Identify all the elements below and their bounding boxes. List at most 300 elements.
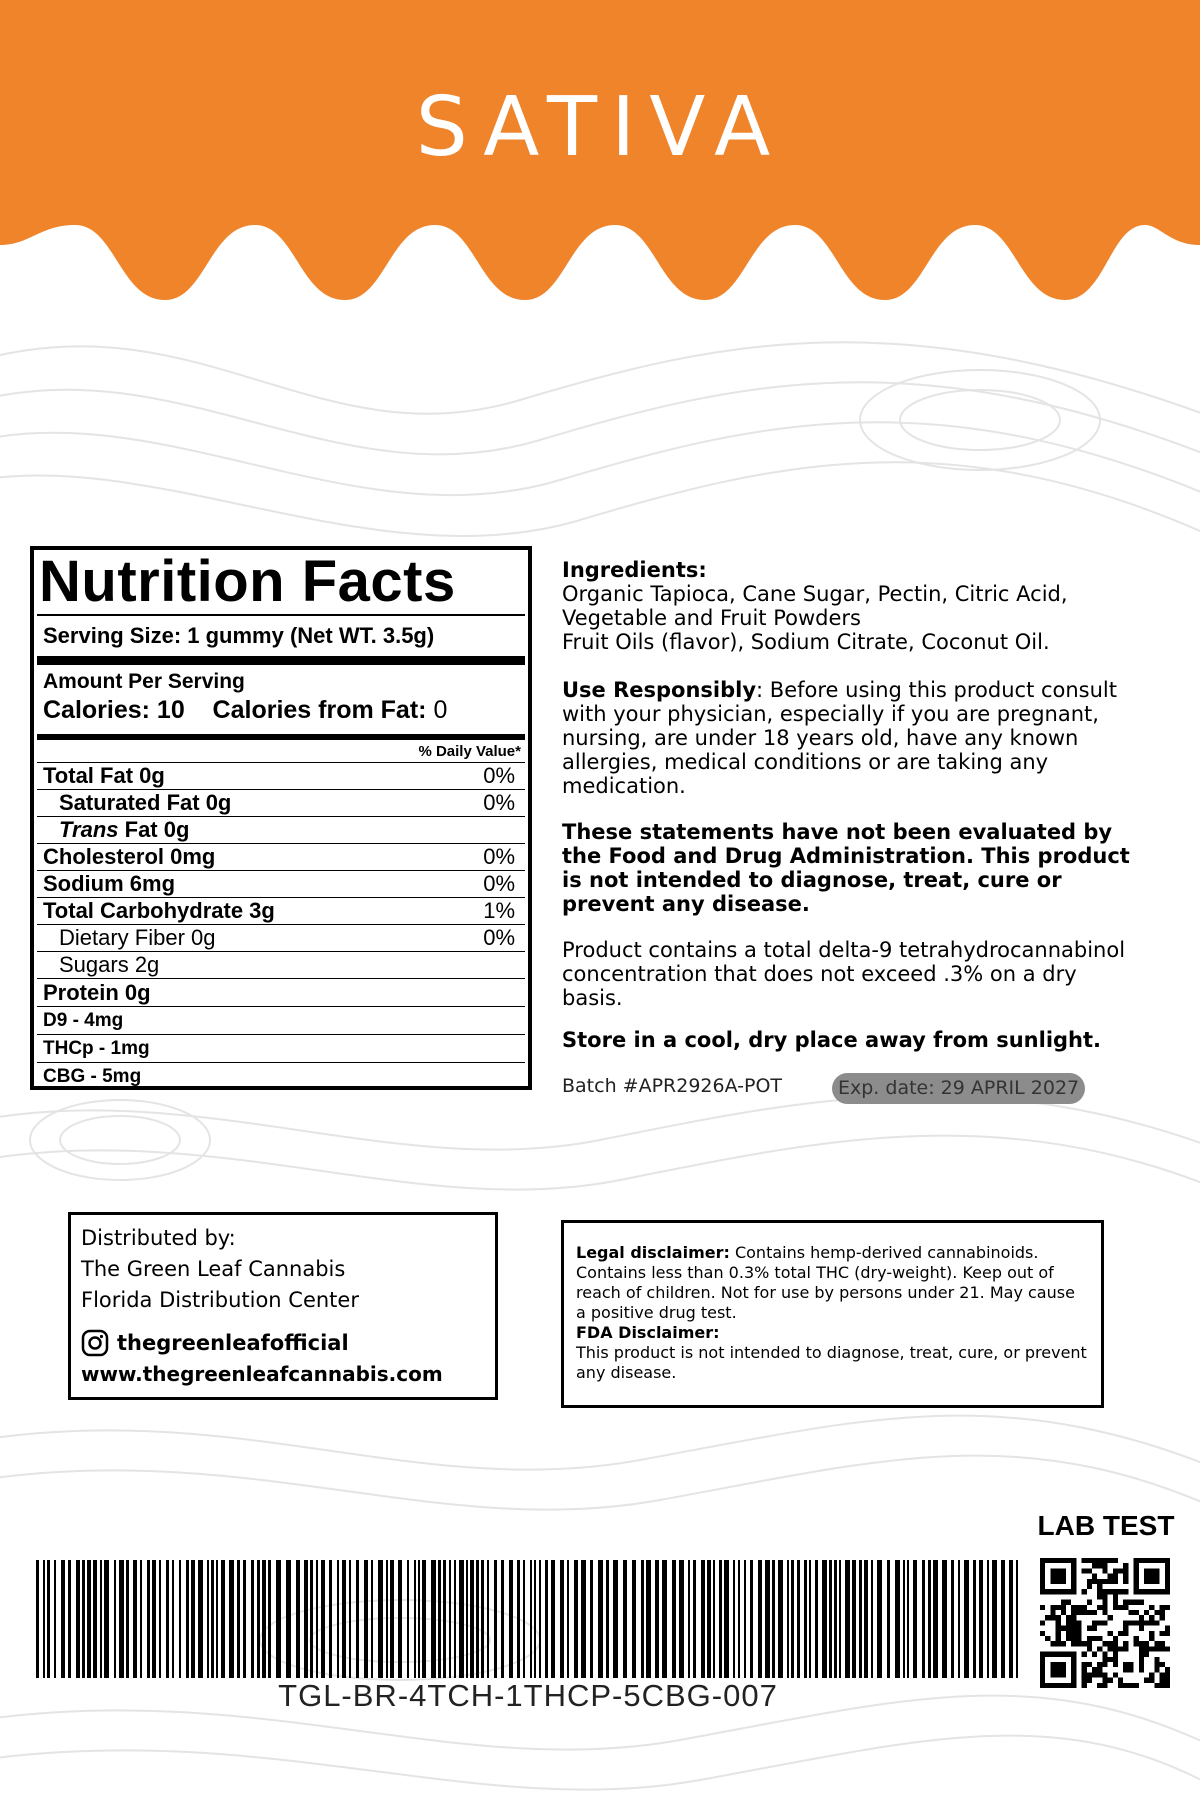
qr-module (1118, 1683, 1123, 1688)
barcode-bar (140, 1560, 142, 1678)
barcode-bar (750, 1560, 753, 1678)
daily-value-header: % Daily Value* (37, 734, 525, 762)
qr-module (1040, 1605, 1045, 1610)
qr-module (1113, 1662, 1118, 1667)
qr-module (1108, 1574, 1113, 1579)
qr-module (1144, 1652, 1149, 1657)
barcode-bar (481, 1560, 484, 1678)
barcode-bar (229, 1560, 234, 1678)
barcode-bar (276, 1560, 281, 1678)
qr-module (1045, 1615, 1050, 1620)
calories-line (43, 695, 519, 725)
qr-module (1113, 1600, 1118, 1605)
calories-from-fat-value: 0 (433, 696, 448, 724)
nutrient-name: Total Fat 0g (43, 763, 165, 788)
qr-module (1097, 1594, 1102, 1599)
instagram-handle[interactable]: thegreenleafofficial (117, 1331, 349, 1355)
qr-module (1082, 1662, 1087, 1667)
barcode-bar (262, 1560, 266, 1678)
barcode-bar (438, 1560, 441, 1678)
nutrient-dv: 0% (483, 844, 515, 869)
barcode-bar (928, 1560, 931, 1678)
qr-module (1160, 1631, 1165, 1636)
qr-module (1160, 1662, 1165, 1667)
qr-module (1123, 1646, 1128, 1651)
barcode-bar (829, 1560, 832, 1678)
qr-module (1108, 1615, 1113, 1620)
barcode-bar (778, 1560, 783, 1678)
qr-module (1102, 1620, 1107, 1625)
qr-module (1087, 1610, 1092, 1615)
lab-test-qr-code[interactable] (1040, 1558, 1170, 1688)
barcode-bar (431, 1560, 436, 1678)
barcode-bar (623, 1560, 627, 1678)
qr-module (1082, 1558, 1087, 1563)
instagram-handle-row[interactable] (81, 1328, 485, 1358)
qr-module (1097, 1683, 1102, 1688)
legal-disclaimer-box (561, 1220, 1104, 1408)
calories-from-fat-label: Calories from Fat: (212, 696, 427, 724)
qr-module (1113, 1641, 1118, 1646)
barcode-bar (534, 1560, 536, 1678)
barcode-bar (414, 1560, 416, 1678)
qr-module (1123, 1683, 1128, 1688)
qr-module (1139, 1657, 1144, 1662)
qr-module (1144, 1620, 1149, 1625)
qr-module (1102, 1662, 1107, 1667)
barcode-bar (61, 1560, 65, 1678)
barcode-bar (560, 1560, 564, 1678)
qr-module (1071, 1615, 1076, 1620)
barcode-bar (316, 1560, 318, 1678)
qr-module (1097, 1662, 1102, 1667)
qr-module (1123, 1600, 1128, 1605)
qr-module (1082, 1589, 1087, 1594)
qr-module (1056, 1620, 1061, 1625)
barcode-bar (852, 1560, 856, 1678)
qr-module (1113, 1579, 1118, 1584)
barcode-bar (707, 1560, 711, 1678)
barcode-bar (958, 1560, 960, 1678)
nutrient-dv: 0% (483, 763, 515, 788)
qr-module (1092, 1652, 1097, 1657)
qr-module (1144, 1641, 1149, 1646)
qr-module (1087, 1579, 1092, 1584)
qr-module (1160, 1683, 1165, 1688)
legal-disclaimer-label: Legal disclaimer: (576, 1243, 730, 1262)
qr-module (1092, 1563, 1097, 1568)
legal-disclaimer (576, 1243, 1089, 1323)
storage-instructions: Store in a cool, dry place away from sunlight. (562, 1028, 1102, 1052)
qr-module (1087, 1641, 1092, 1646)
qr-module (1154, 1683, 1159, 1688)
qr-module (1134, 1641, 1139, 1646)
barcode-bar (733, 1560, 735, 1678)
barcode-bar (54, 1560, 56, 1678)
nutrient-dv: 1% (483, 898, 515, 923)
barcode-bar (364, 1560, 368, 1678)
barcode-bar (797, 1560, 800, 1678)
qr-module (1097, 1584, 1102, 1589)
qr-module (1108, 1558, 1113, 1563)
qr-module (1082, 1610, 1087, 1615)
qr-module (1134, 1636, 1139, 1641)
nutrient-dv: 0% (483, 871, 515, 896)
qr-module (1102, 1594, 1107, 1599)
legal-disclaimer-text: Contains hemp-derived cannabinoids. Contains less than 0.3% total THC (dry-weight). Keep out of reach of children. Not for use by persons under 21. May cause a positive drug test. (576, 1243, 1075, 1322)
qr-module (1092, 1636, 1097, 1641)
qr-finder-center (1050, 1568, 1066, 1584)
nutrient-name (43, 817, 189, 843)
qr-module (1113, 1652, 1118, 1657)
barcode-bar (719, 1560, 722, 1678)
qr-module (1165, 1646, 1170, 1651)
website-link[interactable]: www.thegreenleafcannabis.com (81, 1362, 443, 1386)
qr-module (1066, 1620, 1071, 1625)
qr-module (1113, 1589, 1118, 1594)
barcode-bar (765, 1560, 770, 1678)
qr-module (1087, 1584, 1092, 1589)
barcode-bar (646, 1560, 651, 1678)
qr-module (1056, 1641, 1061, 1646)
qr-module (1128, 1620, 1133, 1625)
barcode-bar (590, 1560, 593, 1678)
qr-module (1149, 1672, 1154, 1677)
nutrient-name: Protein 0g (43, 980, 151, 1005)
qr-module (1082, 1652, 1087, 1657)
qr-module (1160, 1672, 1165, 1677)
qr-module (1102, 1558, 1107, 1563)
qr-module (1066, 1600, 1071, 1605)
qr-module (1139, 1667, 1144, 1672)
qr-module (1061, 1605, 1066, 1610)
qr-module (1139, 1646, 1144, 1651)
qr-module (1056, 1626, 1061, 1631)
barcode-bar (476, 1560, 479, 1678)
qr-module (1165, 1605, 1170, 1610)
qr-module (1076, 1610, 1081, 1615)
distribution-center: Florida Distribution Center (81, 1288, 359, 1312)
qr-module (1139, 1652, 1144, 1657)
qr-module (1056, 1615, 1061, 1620)
barcode-bar (390, 1560, 394, 1678)
barcode-bar (310, 1560, 313, 1678)
ingredients-line: Vegetable and Fruit Powders (562, 606, 861, 630)
nutrient-row (37, 843, 525, 870)
qr-module (1102, 1568, 1107, 1573)
qr-module (1108, 1657, 1113, 1662)
barcode-bar (356, 1560, 359, 1678)
barcode-bar (349, 1560, 351, 1678)
qr-module (1128, 1683, 1133, 1688)
lab-test-label: LAB TEST (1037, 1510, 1175, 1541)
barcode-bar (679, 1560, 684, 1678)
qr-module (1139, 1662, 1144, 1667)
barcode-bar (942, 1560, 947, 1678)
barcode-bar (517, 1560, 520, 1678)
nutrient-name: Cholesterol 0mg (43, 844, 216, 869)
qr-module (1082, 1667, 1087, 1672)
barcode-bar (834, 1560, 837, 1678)
barcode-bar (186, 1560, 189, 1678)
distributor-label: Distributed by: (81, 1226, 236, 1250)
fda-statement: These statements have not been evaluated by the Food and Drug Administration. This product is not intended to diagnose, treat, cure or prevent any disease. (562, 820, 1130, 916)
barcode-bar (804, 1560, 807, 1678)
qr-module (1087, 1568, 1092, 1573)
qr-module (1061, 1641, 1066, 1646)
qr-module (1082, 1683, 1087, 1688)
qr-module (1139, 1620, 1144, 1625)
barcode-bar (191, 1560, 195, 1678)
barcode-bar (126, 1560, 129, 1678)
use-responsibly-label: Use Responsibly (562, 678, 757, 702)
qr-module (1123, 1574, 1128, 1579)
barcode-bar (887, 1560, 890, 1678)
barcode-bar (207, 1560, 209, 1678)
qr-module (1087, 1678, 1092, 1683)
qr-module (1113, 1558, 1118, 1563)
barcode-bar (1016, 1560, 1018, 1678)
qr-module (1102, 1652, 1107, 1657)
barcode-bar (237, 1560, 240, 1678)
qr-module (1108, 1579, 1113, 1584)
qr-module (1113, 1646, 1118, 1651)
qr-module (1123, 1626, 1128, 1631)
barcode-bar (342, 1560, 346, 1678)
nutrient-row (37, 897, 525, 924)
barcode-bar (43, 1560, 45, 1678)
qr-module (1092, 1579, 1097, 1584)
qr-module (1066, 1626, 1071, 1631)
qr-module (1154, 1620, 1159, 1625)
qr-module (1102, 1678, 1107, 1683)
barcode-bar (371, 1560, 373, 1678)
use-responsibly-block (562, 678, 1142, 798)
barcode-bar (791, 1560, 794, 1678)
distributor-box (68, 1212, 498, 1400)
qr-module (1160, 1678, 1165, 1683)
barcode-bar (501, 1560, 504, 1678)
barcode-bar (459, 1560, 464, 1678)
barcode-bar (933, 1560, 938, 1678)
qr-module (1113, 1605, 1118, 1610)
qr-module (1097, 1605, 1102, 1610)
qr-module (1087, 1662, 1092, 1667)
qr-module (1113, 1574, 1118, 1579)
qr-module (1092, 1610, 1097, 1615)
qr-module (1139, 1626, 1144, 1631)
qr-module (1128, 1610, 1133, 1615)
qr-finder-center (1144, 1568, 1160, 1584)
qr-module (1123, 1641, 1128, 1646)
qr-module (1076, 1626, 1081, 1631)
amount-per-serving-block (37, 656, 525, 729)
barcode-bar (321, 1560, 325, 1678)
barcode-bar (221, 1560, 225, 1678)
qr-module (1108, 1589, 1113, 1594)
qr-module (1102, 1610, 1107, 1615)
barcode-bar (672, 1560, 676, 1678)
qr-module (1113, 1594, 1118, 1599)
qr-module (1092, 1672, 1097, 1677)
qr-module (1097, 1563, 1102, 1568)
qr-module (1076, 1636, 1081, 1641)
barcode-bar (787, 1560, 789, 1678)
barcode-bar (407, 1560, 409, 1678)
qr-module (1118, 1605, 1123, 1610)
barcode-bar (494, 1560, 497, 1678)
qr-module (1082, 1641, 1087, 1646)
qr-module (1113, 1636, 1118, 1641)
nutrition-facts-panel (30, 546, 532, 1090)
qr-module (1097, 1579, 1102, 1584)
qr-module (1102, 1641, 1107, 1646)
nutrient-dv: 0% (483, 790, 515, 815)
ingredients-label: Ingredients: (562, 558, 707, 582)
qr-module (1087, 1600, 1092, 1605)
ingredients-line: Fruit Oils (flavor), Sodium Citrate, Coconut Oil. (562, 630, 1050, 654)
barcode-bar (701, 1560, 705, 1678)
barcode-bar (951, 1560, 954, 1678)
barcode-bar (68, 1560, 71, 1678)
qr-module (1045, 1636, 1050, 1641)
barcode-bar (449, 1560, 451, 1678)
qr-module (1160, 1610, 1165, 1615)
barcode-bar (87, 1560, 91, 1678)
qr-module (1040, 1620, 1045, 1625)
qr-module (1123, 1620, 1128, 1625)
barcode-bar (36, 1560, 39, 1678)
barcode-bar (82, 1560, 85, 1678)
nutrient-name: Total Carbohydrate 3g (43, 898, 275, 923)
qr-module (1071, 1631, 1076, 1636)
qr-module (1118, 1589, 1123, 1594)
qr-module (1082, 1568, 1087, 1573)
fda-disclaimer-text: This product is not intended to diagnose, treat, cure, or prevent any disease. (576, 1343, 1087, 1382)
barcode-bar (632, 1560, 636, 1678)
barcode-bar (152, 1560, 156, 1678)
qr-module (1102, 1657, 1107, 1662)
qr-module (1165, 1683, 1170, 1688)
nutrient-row (37, 762, 525, 789)
barcode-bar (839, 1560, 841, 1678)
qr-module (1061, 1626, 1066, 1631)
barcode-bar (329, 1560, 332, 1678)
qr-module (1160, 1605, 1165, 1610)
barcode-bar (487, 1560, 489, 1678)
qr-module (1056, 1631, 1061, 1636)
qr-module (1118, 1631, 1123, 1636)
qr-module (1050, 1605, 1055, 1610)
barcode-bar (758, 1560, 762, 1678)
barcode (36, 1560, 1020, 1678)
barcode-bar (454, 1560, 456, 1678)
barcode-bar (422, 1560, 426, 1678)
barcode-bar (973, 1560, 976, 1678)
qr-module (1123, 1589, 1128, 1594)
barcode-bar (864, 1560, 868, 1678)
qr-module (1144, 1678, 1149, 1683)
qr-module (1102, 1579, 1107, 1584)
batch-number: Batch #APR2926A-POT (562, 1075, 783, 1097)
barcode-bar (243, 1560, 246, 1678)
barcode-bar (987, 1560, 989, 1678)
qr-module (1087, 1672, 1092, 1677)
thc-statement: Product contains a total delta-9 tetrahydrocannabinol concentration that does not exceed .3% on a dry basis. (562, 938, 1126, 1010)
barcode-bar (613, 1560, 618, 1678)
qr-module (1149, 1678, 1154, 1683)
barcode-bar (822, 1560, 827, 1678)
qr-module (1071, 1626, 1076, 1631)
qr-module (1102, 1605, 1107, 1610)
barcode-bar (655, 1560, 659, 1678)
nutrient-row (37, 1062, 525, 1090)
barcode-bar (581, 1560, 586, 1678)
qr-module (1071, 1605, 1076, 1610)
ingredients-block (562, 558, 1142, 654)
qr-module (1118, 1678, 1123, 1683)
qr-module (1061, 1600, 1066, 1605)
barcode-bar (724, 1560, 729, 1678)
barcode-bar (100, 1560, 102, 1678)
barcode-bar (551, 1560, 555, 1678)
qr-module (1076, 1620, 1081, 1625)
qr-module (1071, 1641, 1076, 1646)
barcode-bar (744, 1560, 746, 1678)
barcode-bar (378, 1560, 383, 1678)
qr-module (1092, 1667, 1097, 1672)
qr-module (1050, 1610, 1055, 1615)
qr-module (1066, 1636, 1071, 1641)
barcode-bar (268, 1560, 271, 1678)
barcode-bar (286, 1560, 291, 1678)
qr-module (1118, 1646, 1123, 1651)
barcode-bar (257, 1560, 260, 1678)
barcode-bar (443, 1560, 446, 1678)
barcode-bar (922, 1560, 925, 1678)
expiry-date-badge: Exp. date: 29 APRIL 2027 (832, 1073, 1085, 1104)
qr-module (1118, 1568, 1123, 1573)
use-responsibly-text: : Before using this product consult with your physician, especially if you are pregnant, nursing, are under 18 years old, have any known allergies, medical conditions or are taking any medication. (562, 678, 1117, 798)
qr-module (1087, 1558, 1092, 1563)
qr-module (1149, 1636, 1154, 1641)
qr-module (1102, 1683, 1107, 1688)
barcode-bar (47, 1560, 50, 1678)
barcode-bar (688, 1560, 690, 1678)
barcode-bar (172, 1560, 174, 1678)
barcode-bar (466, 1560, 468, 1678)
qr-module (1076, 1631, 1081, 1636)
qr-module (1097, 1636, 1102, 1641)
qr-module (1149, 1620, 1154, 1625)
nutrient-row (37, 870, 525, 897)
barcode-bar (903, 1560, 905, 1678)
barcode-bar (859, 1560, 862, 1678)
barcode-number: TGL-BR-4TCH-1THCP-5CBG-007 (278, 1678, 778, 1713)
qr-module (1139, 1615, 1144, 1620)
qr-module (1128, 1600, 1133, 1605)
qr-module (1165, 1667, 1170, 1672)
qr-module (1123, 1662, 1128, 1667)
qr-module (1160, 1646, 1165, 1651)
qr-module (1087, 1636, 1092, 1641)
qr-module (1097, 1589, 1102, 1594)
qr-module (1149, 1615, 1154, 1620)
qr-module (1123, 1568, 1128, 1573)
barcode-bar (251, 1560, 254, 1678)
nutrient-row (37, 978, 525, 1006)
qr-module (1040, 1631, 1045, 1636)
